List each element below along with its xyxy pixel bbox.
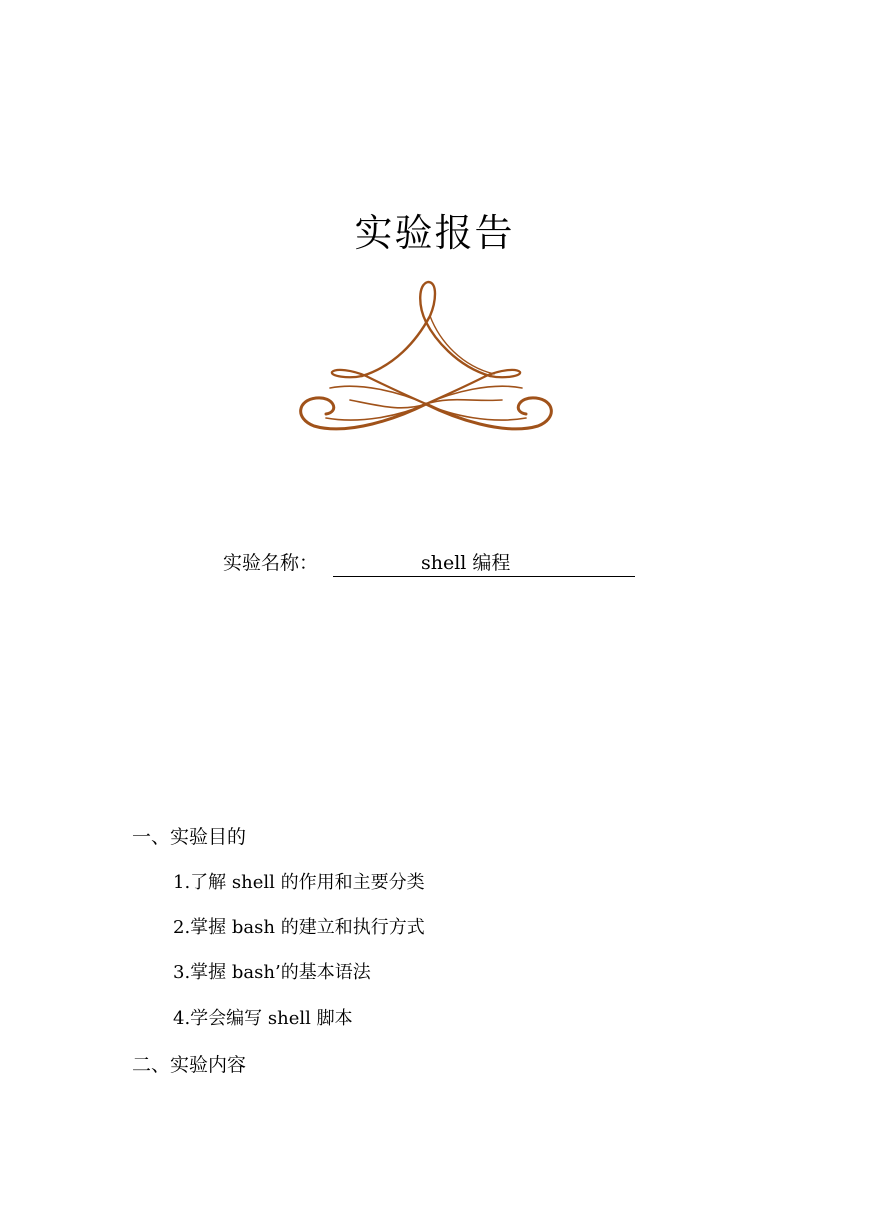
- purpose-item-3: 3.掌握 bash’的基本语法: [173, 962, 371, 983]
- experiment-name-label: 实验名称：: [223, 552, 319, 574]
- purpose-item-2: 2.掌握 bash 的建立和执行方式: [173, 917, 425, 938]
- decorative-flourish-icon: [290, 276, 562, 442]
- page-title: 实验报告: [354, 211, 515, 255]
- section-heading-purpose: 一、实验目的: [132, 826, 247, 848]
- section-heading-content: 二、实验内容: [132, 1054, 247, 1076]
- experiment-name-row: [223, 548, 511, 578]
- experiment-name-value: shell 编程: [421, 552, 511, 574]
- purpose-item-4: 4.学会编写 shell 脚本: [173, 1008, 353, 1029]
- purpose-item-1: 1.了解 shell 的作用和主要分类: [173, 872, 425, 893]
